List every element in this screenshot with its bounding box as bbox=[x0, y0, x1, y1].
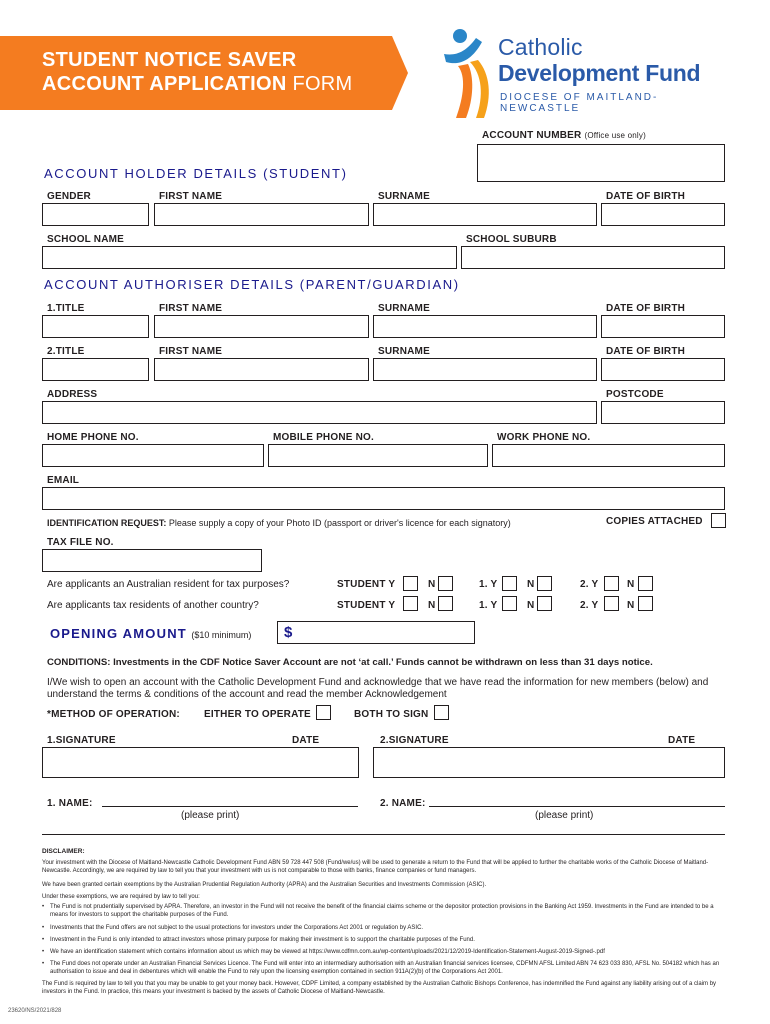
opening-amount-field[interactable] bbox=[277, 621, 475, 644]
work-phone-label: WORK PHONE NO. bbox=[497, 432, 591, 443]
date-2-label: DATE bbox=[668, 735, 696, 746]
form-title bbox=[42, 48, 353, 96]
q2-a1-y-label: 1. Y bbox=[479, 600, 498, 611]
name-2-line[interactable] bbox=[429, 806, 725, 807]
q1-student-n-label: N bbox=[428, 579, 436, 590]
q2-a2-y-label: 2. Y bbox=[580, 600, 599, 611]
authoriser-section-heading: ACCOUNT AUTHORISER DETAILS (PARENT/GUARDIAN) bbox=[44, 277, 460, 292]
disclaimer-bullet-1: The Fund is not prudentially supervised by APRA. Therefore, an investor in the Fund will not receive the benefit of the financial claims scheme or the depositor protection provisions in the Banking Act 1959. Investments in the Fund are intended to be a means for investors to support the charitable purposes of the Fund. bbox=[50, 904, 714, 918]
account-number-label: ACCOUNT NUMBER (Office use only) bbox=[482, 130, 646, 141]
q1-a2-y-label: 2. Y bbox=[580, 579, 599, 590]
auth2-title-field[interactable] bbox=[42, 358, 149, 381]
q1-student-y-label: STUDENT Y bbox=[337, 579, 396, 590]
identification-request: IDENTIFICATION REQUEST: Please supply a copy of your Photo ID (passport or driver's licence for each signatory) bbox=[47, 518, 511, 528]
q2-a1-n-label: N bbox=[527, 600, 535, 611]
email-label: EMAIL bbox=[47, 475, 80, 486]
auth1-first-name-field[interactable] bbox=[154, 315, 369, 338]
opening-amount-label: OPENING AMOUNT ($10 minimum) bbox=[50, 626, 252, 641]
home-phone-field[interactable] bbox=[42, 444, 264, 467]
auth1-dob-label: DATE OF BIRTH bbox=[606, 303, 686, 314]
student-surname-field[interactable] bbox=[373, 203, 597, 226]
student-surname-label: SURNAME bbox=[378, 191, 430, 202]
email-field[interactable] bbox=[42, 487, 725, 510]
signature-1-field[interactable] bbox=[42, 747, 359, 778]
either-to-operate-label: EITHER TO OPERATE bbox=[204, 709, 311, 720]
auth2-dob-label: DATE OF BIRTH bbox=[606, 346, 686, 357]
mobile-phone-field[interactable] bbox=[268, 444, 488, 467]
q2-a2-n-checkbox[interactable] bbox=[638, 596, 653, 611]
auth2-surname-field[interactable] bbox=[373, 358, 597, 381]
q2-student-n-label: N bbox=[428, 600, 436, 611]
name-1-print-hint: (please print) bbox=[181, 810, 240, 821]
q1-student-n-checkbox[interactable] bbox=[438, 576, 453, 591]
signature-2-label: 2.SIGNATURE bbox=[380, 735, 449, 746]
disclaimer-divider bbox=[42, 834, 725, 835]
name-2-label: 2. NAME: bbox=[380, 798, 426, 809]
auth2-first-name-label: FIRST NAME bbox=[159, 346, 223, 357]
disclaimer-paragraph-3: Under these exemptions, we are required by law to tell you: bbox=[42, 894, 200, 900]
work-phone-field[interactable] bbox=[492, 444, 725, 467]
q1-student-y-checkbox[interactable] bbox=[403, 576, 418, 591]
q2-a2-n-label: N bbox=[627, 600, 635, 611]
school-suburb-label: SCHOOL SUBURB bbox=[466, 234, 557, 245]
tax-file-field[interactable] bbox=[42, 549, 262, 572]
disclaimer-bullet-2: Investments that the Fund offers are not subject to the usual protections for investors under the Corporations Act 2001 or regulation by ASIC. bbox=[50, 925, 424, 931]
postcode-label: POSTCODE bbox=[606, 389, 664, 400]
tax-file-label: TAX FILE NO. bbox=[47, 537, 114, 548]
cdf-logo bbox=[436, 26, 736, 126]
signature-1-label: 1.SIGNATURE bbox=[47, 735, 116, 746]
student-dob-label: DATE OF BIRTH bbox=[606, 191, 686, 202]
q1-a1-y-label: 1. Y bbox=[479, 579, 498, 590]
conditions-text: CONDITIONS: Investments in the CDF Notice Saver Account are not ‘at call.’ Funds cannot be withdrawn on less than 31 days notice. bbox=[47, 657, 653, 668]
signature-2-field[interactable] bbox=[373, 747, 725, 778]
disclaimer-paragraph-4: The Fund is required by law to tell you that you may be unable to get your money back. However, CDPF Limited, a company established by the Australian Catholic Bishops Conference, has indemnified the Fund against any liability arising out of a claim by investors in the Fund. In practice, this means your investment is backed by the assets of Catholic Diocese of Maitland-Newcastle. bbox=[42, 981, 717, 995]
both-to-sign-label: BOTH TO SIGN bbox=[354, 709, 429, 720]
auth1-surname-label: SURNAME bbox=[378, 303, 430, 314]
copies-attached-checkbox[interactable] bbox=[711, 513, 726, 528]
q1-a1-y-checkbox[interactable] bbox=[502, 576, 517, 591]
name-2-print-hint: (please print) bbox=[535, 810, 594, 821]
logo-figure-icon bbox=[436, 26, 496, 122]
student-dob-field[interactable] bbox=[601, 203, 725, 226]
disclaimer-paragraph-1: Your investment with the Diocese of Maitland-Newcastle Catholic Development Fund ABN 59 728 447 508 (Fund/we/us) will be used to generate a return to the Fund that will be applied to further the charitable works of the Catholic Diocese of Maitland-Newcastle. Accordingly, we are required by law to tell you that your investment with us is not comparable to those with banks, finance companies or fund managers. bbox=[42, 860, 709, 874]
auth1-dob-field[interactable] bbox=[601, 315, 725, 338]
form-code: 23620/NS/2021/828 bbox=[8, 1008, 62, 1014]
q1-a1-n-label: N bbox=[527, 579, 535, 590]
school-name-field[interactable] bbox=[42, 246, 457, 269]
account-number-field[interactable] bbox=[477, 144, 725, 182]
student-section-heading: ACCOUNT HOLDER DETAILS (STUDENT) bbox=[44, 166, 348, 181]
disclaimer-bullet-5: The Fund does not operate under an Australian Financial Services Licence. The Fund will enter into an intermediary authorisation with an Australian financial services licensee, CDFMN AFSL Limited ABN 74 623 033 830, AFSL No. 504182 which has an authorisation to issue and deal in debentures which will enable the Fund to rely upon the licensing exemption contained in section 911A(2)(b) of the Corporations Act 2001. bbox=[50, 961, 720, 975]
q1-a2-n-checkbox[interactable] bbox=[638, 576, 653, 591]
q2-a1-y-checkbox[interactable] bbox=[502, 596, 517, 611]
tax-foreign-question: Are applicants tax residents of another country? bbox=[47, 600, 259, 611]
name-1-label: 1. NAME: bbox=[47, 798, 93, 809]
q2-a2-y-checkbox[interactable] bbox=[604, 596, 619, 611]
bullet-5-dot: • bbox=[42, 961, 45, 967]
mobile-phone-label: MOBILE PHONE NO. bbox=[273, 432, 374, 443]
either-to-operate-checkbox[interactable] bbox=[316, 705, 331, 720]
disclaimer-paragraph-2: We have been granted certain exemptions by the Australian Prudential Regulation Authority (APRA) and the Australian Securities and Investments Commission (ASIC). bbox=[42, 882, 487, 888]
disclaimer-bullet-3: Investment in the Fund is only intended to attract investors whose primary purpose for making their investment is to support the charitable purposes of the Fund. bbox=[50, 937, 475, 943]
method-of-operation-label: *METHOD OF OPERATION: bbox=[47, 709, 180, 720]
tax-resident-question: Are applicants an Australian resident for tax purposes? bbox=[47, 579, 290, 590]
student-gender-field[interactable] bbox=[42, 203, 149, 226]
q2-student-y-checkbox[interactable] bbox=[403, 596, 418, 611]
address-field[interactable] bbox=[42, 401, 597, 424]
auth2-dob-field[interactable] bbox=[601, 358, 725, 381]
q1-a2-y-checkbox[interactable] bbox=[604, 576, 619, 591]
logo-text-diocese: DIOCESE OF MAITLAND-NEWCASTLE bbox=[500, 92, 659, 114]
name-1-line[interactable] bbox=[102, 806, 358, 807]
home-phone-label: HOME PHONE NO. bbox=[47, 432, 139, 443]
bullet-2-dot: • bbox=[42, 925, 45, 931]
student-gender-label: GENDER bbox=[47, 191, 91, 202]
title-1-label: 1.TITLE bbox=[47, 303, 85, 314]
logo-text-catholic: Catholic bbox=[498, 34, 583, 60]
school-suburb-field[interactable] bbox=[461, 246, 725, 269]
q2-student-n-checkbox[interactable] bbox=[438, 596, 453, 611]
postcode-field[interactable] bbox=[601, 401, 725, 424]
disclaimer-bullet-4: We have an identification statement which contains information about us which may be viewed at https://www.cdfmn.com.au/wp-content/uploads/2021/12/2019-Identification-Statement-August-2019-Signed-.pdf bbox=[50, 949, 605, 955]
q2-student-y-label: STUDENT Y bbox=[337, 600, 396, 611]
title-line-1: STUDENT NOTICE SAVER bbox=[42, 49, 297, 71]
auth2-first-name-field[interactable] bbox=[154, 358, 369, 381]
address-label: ADDRESS bbox=[47, 389, 98, 400]
bullet-4-dot: • bbox=[42, 949, 45, 955]
q2-a1-n-checkbox[interactable] bbox=[537, 596, 552, 611]
school-name-label: SCHOOL NAME bbox=[47, 234, 125, 245]
disclaimer-heading: DISCLAIMER: bbox=[42, 848, 85, 855]
auth2-surname-label: SURNAME bbox=[378, 346, 430, 357]
currency-symbol: $ bbox=[284, 624, 293, 641]
q1-a2-n-label: N bbox=[627, 579, 635, 590]
q1-a1-n-checkbox[interactable] bbox=[537, 576, 552, 591]
date-1-label: DATE bbox=[292, 735, 320, 746]
both-to-sign-checkbox[interactable] bbox=[434, 705, 449, 720]
title-2-label: 2.TITLE bbox=[47, 346, 85, 357]
auth1-surname-field[interactable] bbox=[373, 315, 597, 338]
title-line-2: ACCOUNT APPLICATION FORM bbox=[42, 73, 353, 95]
auth1-first-name-label: FIRST NAME bbox=[159, 303, 223, 314]
logo-text-development-fund: Development Fund bbox=[498, 60, 701, 86]
copies-attached-label: COPIES ATTACHED bbox=[606, 516, 703, 527]
auth1-title-field[interactable] bbox=[42, 315, 149, 338]
student-first-name-label: FIRST NAME bbox=[159, 191, 223, 202]
bullet-1-dot: • bbox=[42, 904, 45, 910]
bullet-3-dot: • bbox=[42, 937, 45, 943]
student-first-name-field[interactable] bbox=[154, 203, 369, 226]
agreement-text: I/We wish to open an account with the Catholic Development Fund and acknowledge that we have read the information for new members (below) and understand the terms & conditions of the account and read the member Acknowledgement bbox=[47, 677, 709, 700]
